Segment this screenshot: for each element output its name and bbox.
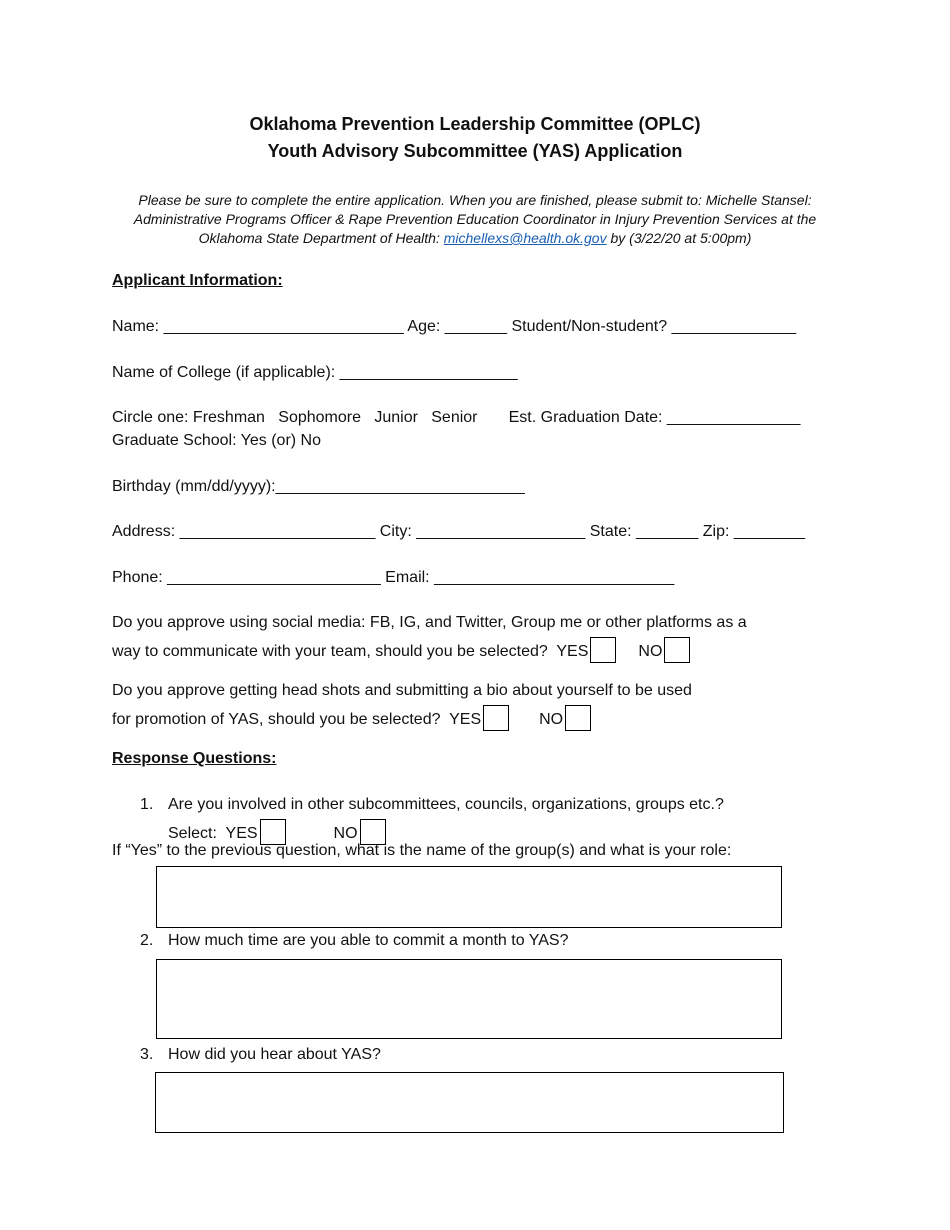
birthday-line[interactable]: Birthday (mm/dd/yyyy):____________________________ (112, 478, 525, 495)
social-media-no-label: NO (638, 643, 663, 660)
intro-deadline: by (3/22/20 at 5:00pm) (606, 230, 752, 246)
title-line-2: Youth Advisory Subcommittee (YAS) Application (267, 141, 683, 161)
question-2-answer-box[interactable] (156, 959, 782, 1039)
social-media-no-checkbox[interactable] (664, 637, 690, 663)
headshot-yes-checkbox[interactable] (483, 705, 509, 731)
question-2-text: How much time are you able to commit a month to YAS? (168, 932, 569, 949)
name-age-student-line[interactable]: Name: ___________________________ Age: _______ Student/Non-student? ______________ (112, 318, 797, 335)
headshot-no-checkbox[interactable] (565, 705, 591, 731)
question-2-number: 2. (140, 932, 154, 949)
headshot-question-line-1: Do you approve getting head shots and submitting a bio about yourself to be used (112, 682, 692, 699)
question-1-text: Are you involved in other subcommittees, councils, organizations, groups etc.? (168, 796, 724, 813)
question-3-number: 3. (140, 1046, 154, 1063)
question-1-followup: If “Yes” to the previous question, what is the name of the group(s) and what is your role: (112, 842, 732, 859)
social-media-yes-checkbox[interactable] (590, 637, 616, 663)
class-year-graduation-line[interactable]: Circle one: Freshman Sophomore Junior Senior Est. Graduation Date: _______________ (112, 409, 801, 426)
question-3-answer-box[interactable] (155, 1072, 784, 1133)
intro-paragraph (112, 191, 838, 248)
headshot-no-label: NO (539, 711, 564, 728)
graduate-school-line[interactable]: Graduate School: Yes (or) No (112, 432, 322, 449)
address-line[interactable]: Address: ______________________ City: ___________________ State: _______ Zip: ________ (112, 523, 806, 540)
social-media-question-line-1: Do you approve using social media: FB, IG, and Twitter, Group me or other platforms as a (112, 614, 747, 631)
headshot-question-text: for promotion of YAS, should you be selected? YES (112, 711, 482, 728)
phone-email-line[interactable]: Phone: ________________________ Email: ___________________________ (112, 569, 675, 586)
question-3-text: How did you hear about YAS? (168, 1046, 381, 1063)
response-questions-heading: Response Questions: (112, 750, 277, 767)
email-link[interactable]: michellexs@health.ok.gov (443, 230, 607, 246)
intro-text: Please be sure to complete the entire application. When you are finished, please submit to: Michelle Stansel: Administrative Programs Officer & Rape Prevention Education Coordinator in Injury Prevention Services at the Oklahoma State Department of Health: (133, 192, 817, 246)
college-line[interactable]: Name of College (if applicable): ____________________ (112, 364, 518, 381)
question-1-no-label: NO (333, 825, 358, 842)
headshot-question-line-2 (112, 705, 591, 731)
question-1-yes-label: Select: YES (168, 825, 258, 842)
question-1-number: 1. (140, 796, 154, 813)
title-line-1: Oklahoma Prevention Leadership Committee (OPLC) (249, 114, 701, 134)
question-1-answer-box[interactable] (156, 866, 782, 928)
social-media-question-line-2 (112, 637, 690, 663)
social-media-question-text: way to communicate with your team, should you be selected? YES (112, 643, 589, 660)
applicant-information-heading: Applicant Information: (112, 272, 283, 289)
